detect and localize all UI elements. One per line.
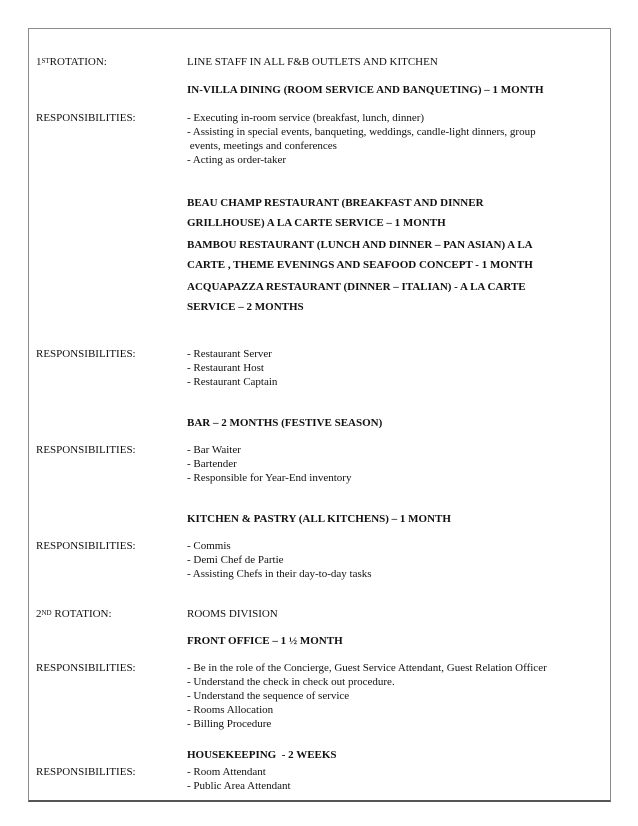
in-villa-responsibilities-list [187, 111, 536, 167]
heading-line: SERVICE – 2 MONTHS [187, 301, 304, 313]
heading-line: GRILLHOUSE) A LA CARTE SERVICE – 1 MONTH [187, 217, 446, 229]
heading-line: BAMBOU RESTAURANT (LUNCH AND DINNER – PAN ASIAN) A LA [187, 239, 533, 251]
list-item: - Assisting Chefs in their day-to-day tasks [187, 568, 372, 580]
list-item: - Assisting in special events, banqueting, weddings, candle-light dinners, group [187, 126, 536, 138]
bar-responsibilities-label: RESPONSIBILITIES: [36, 444, 136, 456]
front-office-heading: FRONT OFFICE – 1 ½ MONTH [187, 635, 343, 647]
list-item: - Billing Procedure [187, 718, 272, 730]
housekeeping-heading: HOUSEKEEPING - 2 WEEKS [187, 749, 337, 761]
rotation-2-label-text: ROTATION: [51, 608, 112, 620]
housekeeping-responsibilities-list [187, 765, 291, 793]
list-item: - Rooms Allocation [187, 704, 274, 716]
list-item: - Understand the check in check out procedure. [187, 676, 395, 688]
kitchen-heading: KITCHEN & PASTRY (ALL KITCHENS) – 1 MONTH [187, 513, 451, 525]
kitchen-responsibilities-list [187, 539, 372, 581]
rotation-1-label-text: ROTATION: [49, 56, 107, 68]
list-item: - Room Attendant [187, 766, 266, 778]
list-item: - Restaurant Host [187, 362, 264, 374]
restaurant-responsibilities-label: RESPONSIBILITIES: [36, 348, 136, 360]
bar-heading: BAR – 2 MONTHS (FESTIVE SEASON) [187, 417, 383, 429]
rotation-2-label [36, 607, 112, 621]
restaurant-responsibilities-list [187, 347, 277, 389]
bambou-heading [187, 235, 533, 275]
acquapazza-heading [187, 277, 526, 317]
in-villa-responsibilities-label: RESPONSIBILITIES: [36, 112, 136, 124]
list-item: - Bartender [187, 458, 237, 470]
list-item: - Public Area Attendant [187, 780, 291, 792]
list-item: - Understand the sequence of service [187, 690, 350, 702]
rotation-2-value: ROOMS DIVISION [187, 608, 278, 620]
list-item: - Executing in-room service (breakfast, lunch, dinner) [187, 112, 425, 124]
rotation-1-value: LINE STAFF IN ALL F&B OUTLETS AND KITCHEN [187, 56, 438, 68]
kitchen-responsibilities-label: RESPONSIBILITIES: [36, 540, 136, 552]
rotation-1-ordinal: ST [41, 57, 50, 65]
rotation-2-number: 2 [36, 608, 42, 620]
front-office-responsibilities-list [187, 661, 547, 731]
rotation-1-label [36, 55, 107, 69]
housekeeping-responsibilities-label: RESPONSIBILITIES: [36, 766, 136, 778]
list-item: - Demi Chef de Partie [187, 554, 284, 566]
list-item: - Restaurant Captain [187, 376, 278, 388]
list-item: - Commis [187, 540, 231, 552]
list-item: - Restaurant Server [187, 348, 272, 360]
heading-line: BEAU CHAMP RESTAURANT (BREAKFAST AND DINNER [187, 197, 484, 209]
rotation-1-number: 1 [36, 56, 42, 68]
bar-responsibilities-list [187, 443, 351, 485]
list-item: - Be in the role of the Concierge, Guest Service Attendant, Guest Relation Officer [187, 662, 547, 674]
beau-champ-heading [187, 193, 484, 233]
in-villa-heading: IN-VILLA DINING (ROOM SERVICE AND BANQUETING) – 1 MONTH [187, 84, 544, 96]
list-item: events, meetings and conferences [187, 140, 337, 152]
front-office-responsibilities-label: RESPONSIBILITIES: [36, 662, 136, 674]
heading-line: CARTE , THEME EVENINGS AND SEAFOOD CONCEPT - 1 MONTH [187, 259, 533, 271]
rotation-2-ordinal: ND [41, 609, 52, 617]
list-item: - Acting as order-taker [187, 154, 287, 166]
list-item: - Responsible for Year-End inventory [187, 472, 352, 484]
heading-line: ACQUAPAZZA RESTAURANT (DINNER – ITALIAN) - A LA CARTE [187, 281, 526, 293]
list-item: - Bar Waiter [187, 444, 241, 456]
